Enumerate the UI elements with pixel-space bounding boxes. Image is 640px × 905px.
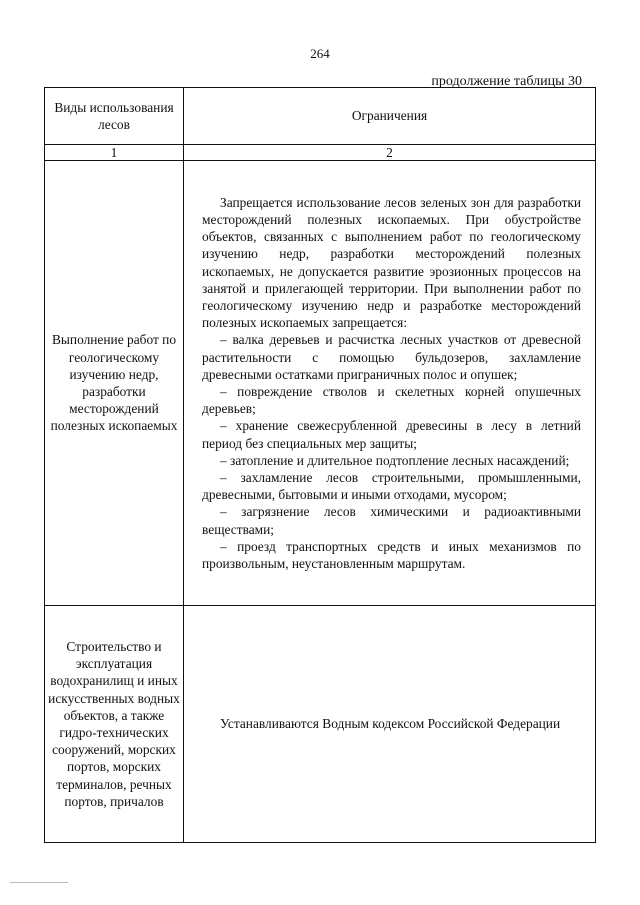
restriction-item: – захламление лесов строительными, промышленными, древесными, бытовыми и иными отходами, мусором; — [202, 470, 581, 503]
restrictions-table — [44, 87, 596, 843]
page-number: 264 — [310, 46, 330, 61]
restriction-item: – валка деревьев и расчистка лесных участков от древесной растительности с помощью бульдозеров, захламление древесными остатками приграничных полос и опушек; — [202, 332, 581, 382]
restriction-item: – повреждение стволов и скелетных корней опушечных деревьев; — [202, 384, 581, 417]
restriction-item: – проезд транспортных средств и иных механизмов по произвольным, неустановленным маршрутам. — [202, 538, 581, 572]
table-header-row — [45, 88, 596, 145]
restrictions-intro: Запрещается использование лесов зеленых зон для разработки месторождений полезных ископаемых. При обустройстве объектов, связанных с выполнением работ по геологическому изучению недр, разработки месторождений полезных ископаемых, не допускается развитие эрозионных процессов на занятой и прилегающей территории. При выполнении работ по геологическому изучению недр и разработке месторождений полезных ископаемых запрещается: — [202, 194, 581, 331]
header-restrictions: Ограничения — [184, 88, 596, 145]
table-row — [45, 161, 596, 606]
column-number-1: 1 — [45, 145, 184, 161]
usage-type-cell: Выполнение работ по геологическому изучению недр, разработки месторождений полезных ископаемых — [45, 161, 184, 606]
column-number-2: 2 — [184, 145, 596, 161]
footer-rule — [10, 882, 68, 883]
restriction-item: – хранение свежесрубленной древесины в лесу в летний период без специальных мер защиты; — [202, 418, 581, 451]
restriction-item: – загрязнение лесов химическими и радиоактивными веществами; — [202, 504, 581, 537]
column-number-row — [45, 145, 596, 161]
table-row — [45, 606, 596, 843]
header-usage-types: Виды использования лесов — [45, 88, 184, 145]
restrictions-cell — [184, 161, 596, 606]
table-continuation-label: продолжение таблицы 30 — [431, 74, 582, 89]
restriction-item: – затопление и длительное подтопление лесных насаждений; — [220, 452, 570, 468]
usage-type-cell: Строительство и эксплуатация водохранилищ и иных искусственных водных объектов, а также гидро-технических сооружений, морских портов, морских терминалов, речных портов, причалов — [45, 606, 184, 843]
restrictions-cell — [184, 606, 596, 843]
restrictions-intro: Устанавливаются Водным кодексом Российской Федерации — [220, 716, 561, 732]
